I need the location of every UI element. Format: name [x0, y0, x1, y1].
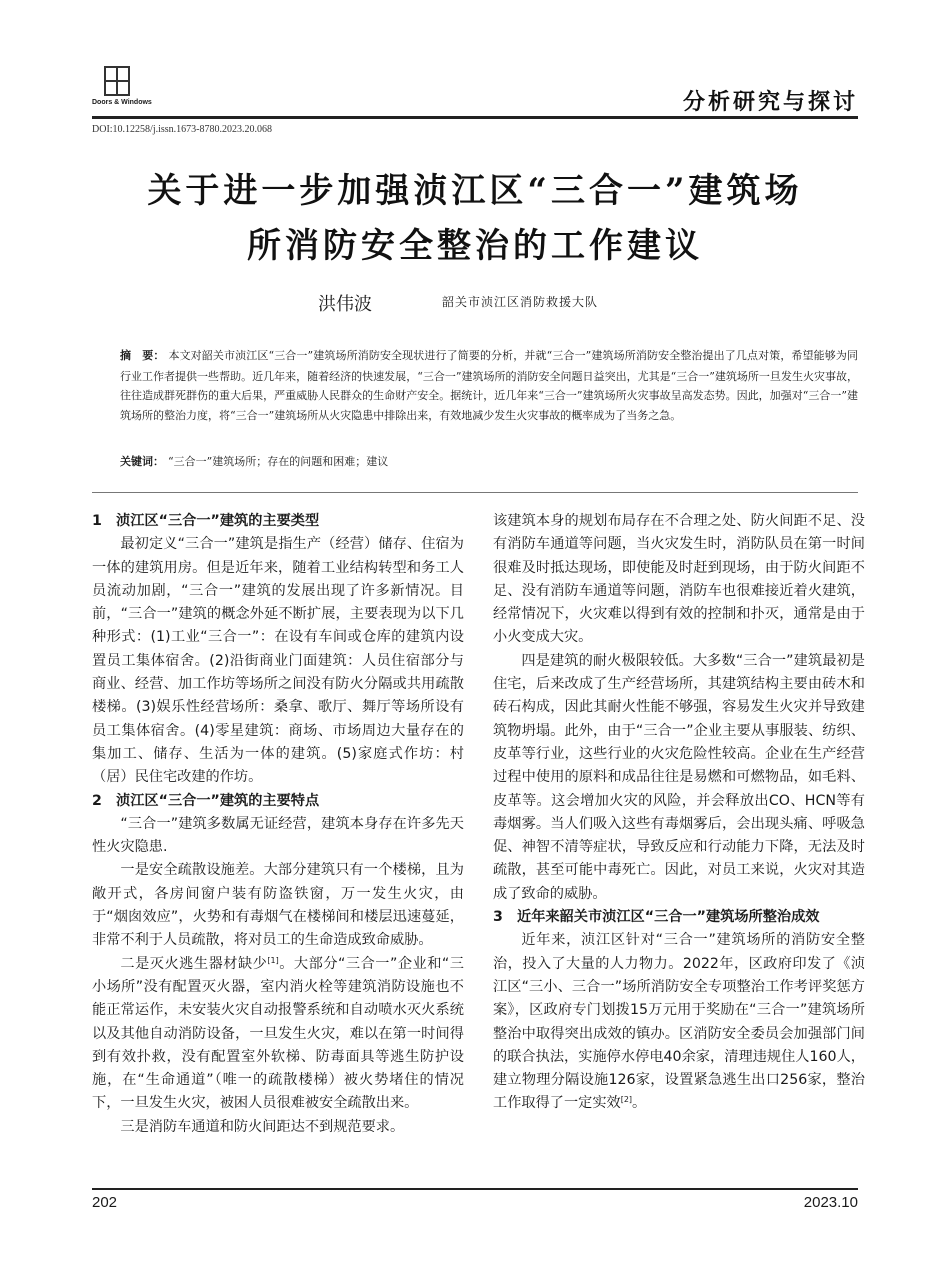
abstract-label: 摘 要：	[120, 350, 165, 362]
article-title-line-1: 关于进一步加强浈江区“三合一”建筑场	[147, 171, 803, 211]
section-heading-1: 1 浈江区“三合一”建筑的主要类型	[92, 513, 320, 529]
journal-logo	[92, 66, 152, 114]
doi: DOI:10.12258/j.issn.1673-8780.2023.20.068	[92, 124, 272, 135]
paragraph-text: 近年来，浈江区针对“三合一”建筑场所的消防安全整治，投入了大量的人力物力。2022年，区政府印发了《浈江区“三小、三合一”场所消防安全专项整治工作考评奖惩方案》，区政府专门划拨15万元用于奖励在“三合一”建筑场所整治中取得突出成效的镇办。区消防安全委员会加强部门间的联合执法，实施停水停电40余家，清理违规住人160人，建立物理分隔设施126家，设置紧急逃生出口256家，整治工作取得了一定实效	[493, 932, 865, 1112]
keywords	[120, 453, 858, 471]
paragraph: 四是建筑的耐火极限较低。大多数“三合一”建筑最初是住宅，后来改成了生产经营场所，其建筑结构主要由砖木和砖石构成，因此其耐火性能不够强，容易发生火灾并导致建筑物坍塌。此外，由于“三合一”企业主要从事服装、纺织、皮革等行业，这些行业的火灾危险性较高。企业在生产经营过程中使用的原料和成品往往是易燃和可燃物品，如毛料、皮革等。这会增加火灾的风险，并会释放出CO、HCN等有毒烟雾。当人们吸入这些有毒烟雾后，会出现头痛、呼吸急促、神智不清等症状，导致反应和行动能力下降，无法及时疏散，甚至可能中毒死亡。因此，对员工来说，火灾对其造成了致命的威胁。	[493, 652, 865, 902]
author-name: 洪伟波	[318, 294, 372, 315]
right-column	[493, 510, 865, 1116]
paragraph: “三合一”建筑多数属无证经营，建筑本身存在许多先天性火灾隐患.	[92, 815, 464, 856]
abstract-text: 本文对韶关市浈江区“三合一”建筑场所消防安全现状进行了简要的分析，并就“三合一”建筑场所消防安全整治提出了几点对策，希望能够为同行业工作者提供一些帮助。近几年来，随着经济的快速发展，“三合一”建筑场所的消防安全问题日益突出，尤其是“三合一”建筑场所一旦发生火灾事故，往往造成群死群伤的重大后果，严重威胁人民群众的生命财产安全。据统计，近几年来“三合一”建筑场所火灾事故呈高发态势。因此，加强对“三合一”建筑场所的整治力度，将“三合一”建筑场所从火灾隐患中排除出来，有效地减少发生火灾事故的概率成为了当务之急。	[120, 349, 858, 422]
citation-ref: [1]	[267, 955, 279, 965]
section-label: 分析研究与探讨	[682, 89, 858, 115]
header-rule	[92, 116, 858, 119]
keywords-text: “三合一”建筑场所；存在的问题和困难；建议	[168, 455, 389, 468]
section-heading-3: 3 近年来韶关市浈江区“三合一”建筑场所整治成效	[493, 909, 820, 926]
abstract	[120, 346, 858, 425]
paragraph-text: 。大部分“三合一”企业和“三小场所”没有配置灭火器，室内消火栓等建筑消防设施也不能正常运作，未安装火灾自动报警系统和自动喷水灭火系统以及其他自动消防设备，一旦发生火灾，难以在第一时间得到有效扑救，没有配置室外软梯、防毒面具等逃生防护设施，在“生命通道”（唯一的疏散楼梯）被火势堵住的情况下，一旦发生火灾，被困人员很难被安全疏散出来。	[92, 955, 464, 1112]
article-title-line-2: 所消防安全整治的工作建议	[247, 226, 703, 266]
footer-rule	[92, 1188, 858, 1190]
abstract-divider	[92, 492, 858, 493]
paragraph: 一是安全疏散设施差。大部分建筑只有一个楼梯，且为敞开式，各房间窗户装有防盗铁窗，万一发生火灾，由于“烟囱效应”，火势和有毒烟气在楼梯间和楼层迅速蔓延，非常不利于人员疏散，将对员工的生命造成致命威胁。	[92, 862, 464, 949]
section-heading-2: 2 浈江区“三合一”建筑的主要特点	[92, 792, 320, 809]
paragraph: 三是消防车通道和防火间距达不到规范要求。	[120, 1118, 405, 1135]
window-icon	[104, 66, 130, 96]
left-column	[92, 510, 464, 1139]
paragraph	[493, 929, 865, 1115]
keywords-label: 关键词：	[120, 456, 164, 468]
paragraph: 该建筑本身的规划布局存在不合理之处、防火间距不足、没有消防车通道等问题，当火灾发生时，消防队员在第一时间很难及时抵达现场，即使能及时赶到现场，由于防火间距不足、没有消防车通道等问题，消防车也很难接近着火建筑，经常情况下，火灾难以得到有效的控制和扑灭，通常是由于小火变成大灾。	[493, 513, 865, 646]
paragraph: 最初定义“三合一”建筑是指生产（经营）储存、住宿为一体的建筑用房。但是近年来，随着工业结构转型和务工人员流动加剧，“三合一”建筑的发展出现了许多新情况。目前，“三合一”建筑的概念外延不断扩展，主要表现为以下几种形式：(1)工业“三合一”：在设有车间或仓库的建筑内设置员工集体宿舍。(2)沿街商业门面建筑：人员住宿部分与商业、经营、加工作坊等场所之间没有防火分隔或共用疏散楼梯。(3)娱乐性经营场所：桑拿、歌厅、舞厅等场所设有员工集体宿舍。(4)零星建筑：商场、市场周边大量存在的集加工、储存、生活为一体的建筑。(5)家庭式作坊：村（居）民住宅改建的作坊。	[92, 536, 464, 786]
logo-text: Doors & Windows	[92, 99, 152, 106]
issue-date: 2023.10	[803, 1194, 858, 1211]
citation-ref: [2]	[620, 1095, 633, 1105]
author-affiliation: 韶关市浈江区消防救援大队	[442, 295, 599, 309]
page-number: 202	[92, 1194, 118, 1211]
paragraph-text: 二是灭火逃生器材缺少	[120, 955, 268, 972]
paragraph	[92, 953, 464, 1116]
paragraph-text: 。	[632, 1095, 647, 1112]
